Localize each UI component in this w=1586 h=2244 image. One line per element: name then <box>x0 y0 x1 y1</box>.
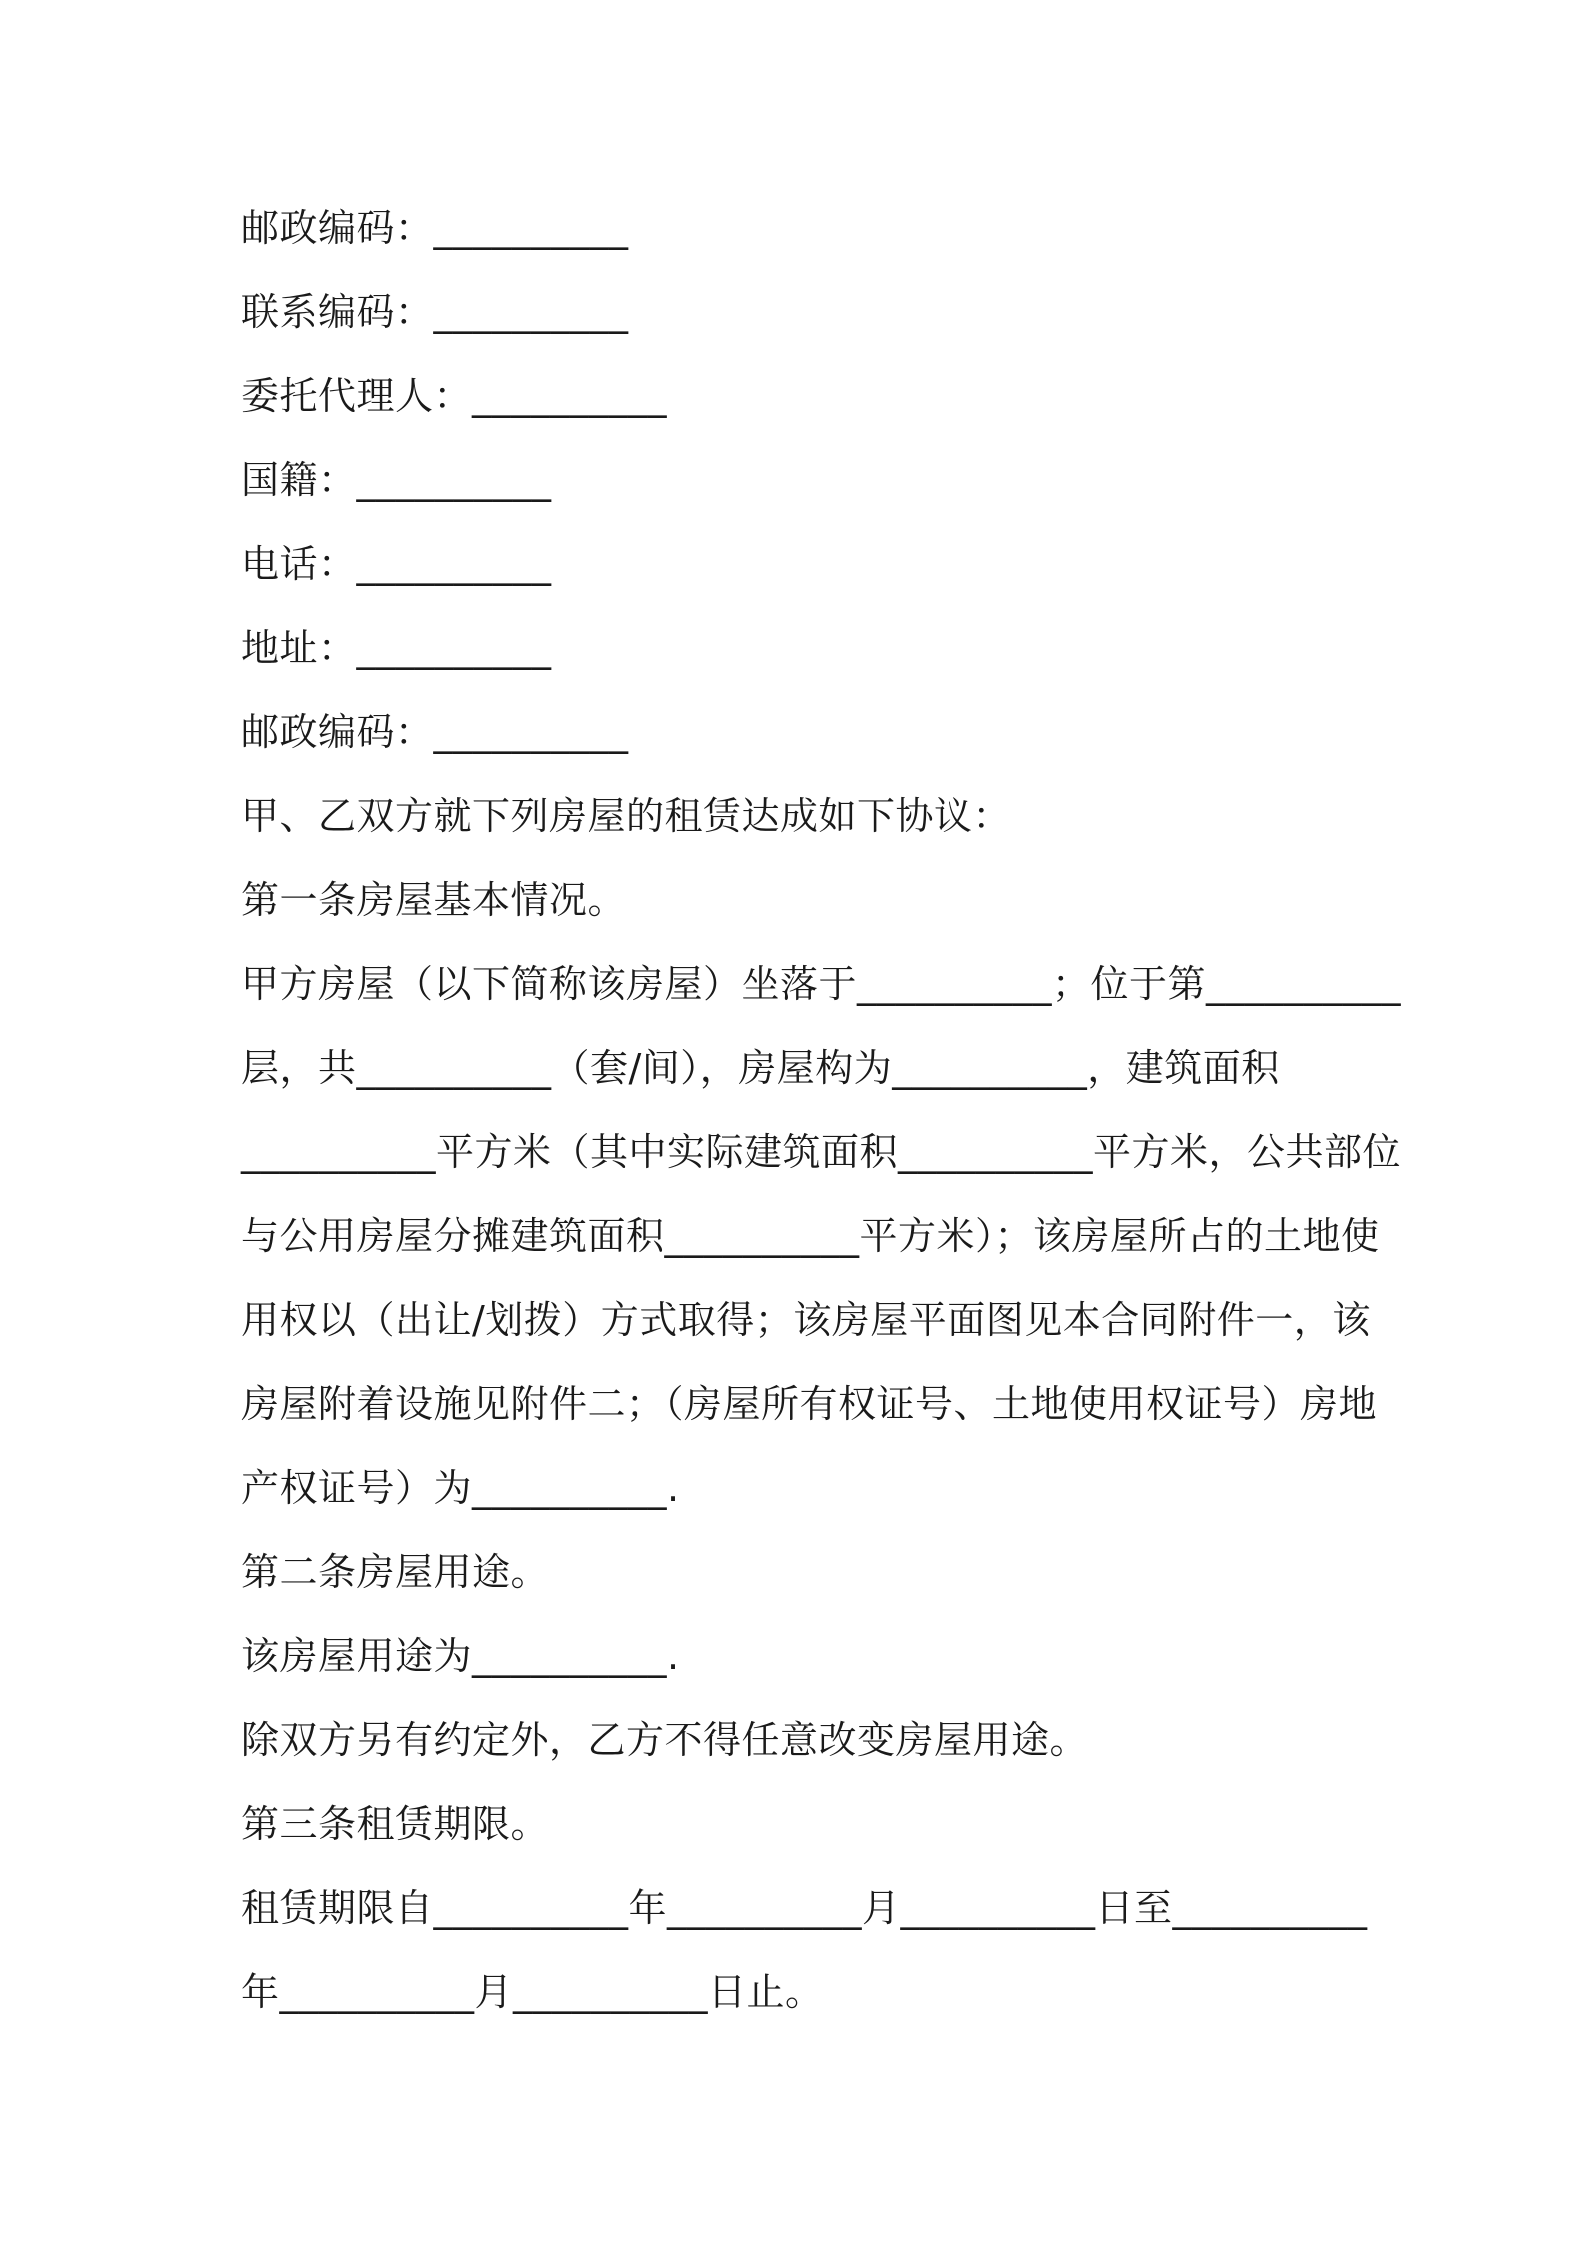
article-2-text-line: 除双方另有约定外，乙方不得任意改变房屋用途。 <box>241 1718 1089 1762</box>
article-1-heading: 第一条房屋基本情况。 <box>241 878 627 922</box>
article-1-text-line: __________平方米（其中实际建筑面积__________平方米，公共部位 <box>241 1130 1402 1174</box>
article-3-heading: 第三条租赁期限。 <box>241 1802 550 1846</box>
article-1-text-line: 甲方房屋（以下简称该房屋）坐落于__________；位于第__________ <box>241 962 1402 1006</box>
contact-code-line: 联系编码：__________ <box>241 290 629 334</box>
article-1-text-line: 层，共__________（套/间），房屋构为__________，建筑面积 <box>241 1046 1280 1090</box>
phone-line: 电话：__________ <box>241 542 552 586</box>
nationality-line: 国籍：__________ <box>241 458 552 502</box>
article-1-text-line: 与公用房屋分摊建筑面积__________平方米）；该房屋所占的土地使 <box>241 1214 1380 1258</box>
article-1-text-line: 产权证号）为__________. <box>241 1466 680 1510</box>
article-2-text-line: 该房屋用途为__________. <box>241 1634 680 1678</box>
article-3-text-line: 年__________月__________日止。 <box>241 1970 824 2014</box>
article-2-heading: 第二条房屋用途。 <box>241 1550 550 1594</box>
agreement-intro: 甲、乙双方就下列房屋的租赁达成如下协议： <box>241 794 1012 838</box>
agent-line: 委托代理人：__________ <box>241 374 668 418</box>
article-1-text-line: 房屋附着设施见附件二；（房屋所有权证号、土地使用权证号）房地 <box>241 1382 1378 1426</box>
postal-code-line-1: 邮政编码：__________ <box>241 206 629 250</box>
postal-code-line-2: 邮政编码：__________ <box>241 710 629 754</box>
article-1-text-line: 用权以（出让/划拨）方式取得；该房屋平面图见本合同附件一，该 <box>241 1298 1371 1342</box>
address-line: 地址：__________ <box>241 626 552 670</box>
article-3-text-line: 租赁期限自__________年__________月__________日至__________ <box>241 1886 1368 1930</box>
